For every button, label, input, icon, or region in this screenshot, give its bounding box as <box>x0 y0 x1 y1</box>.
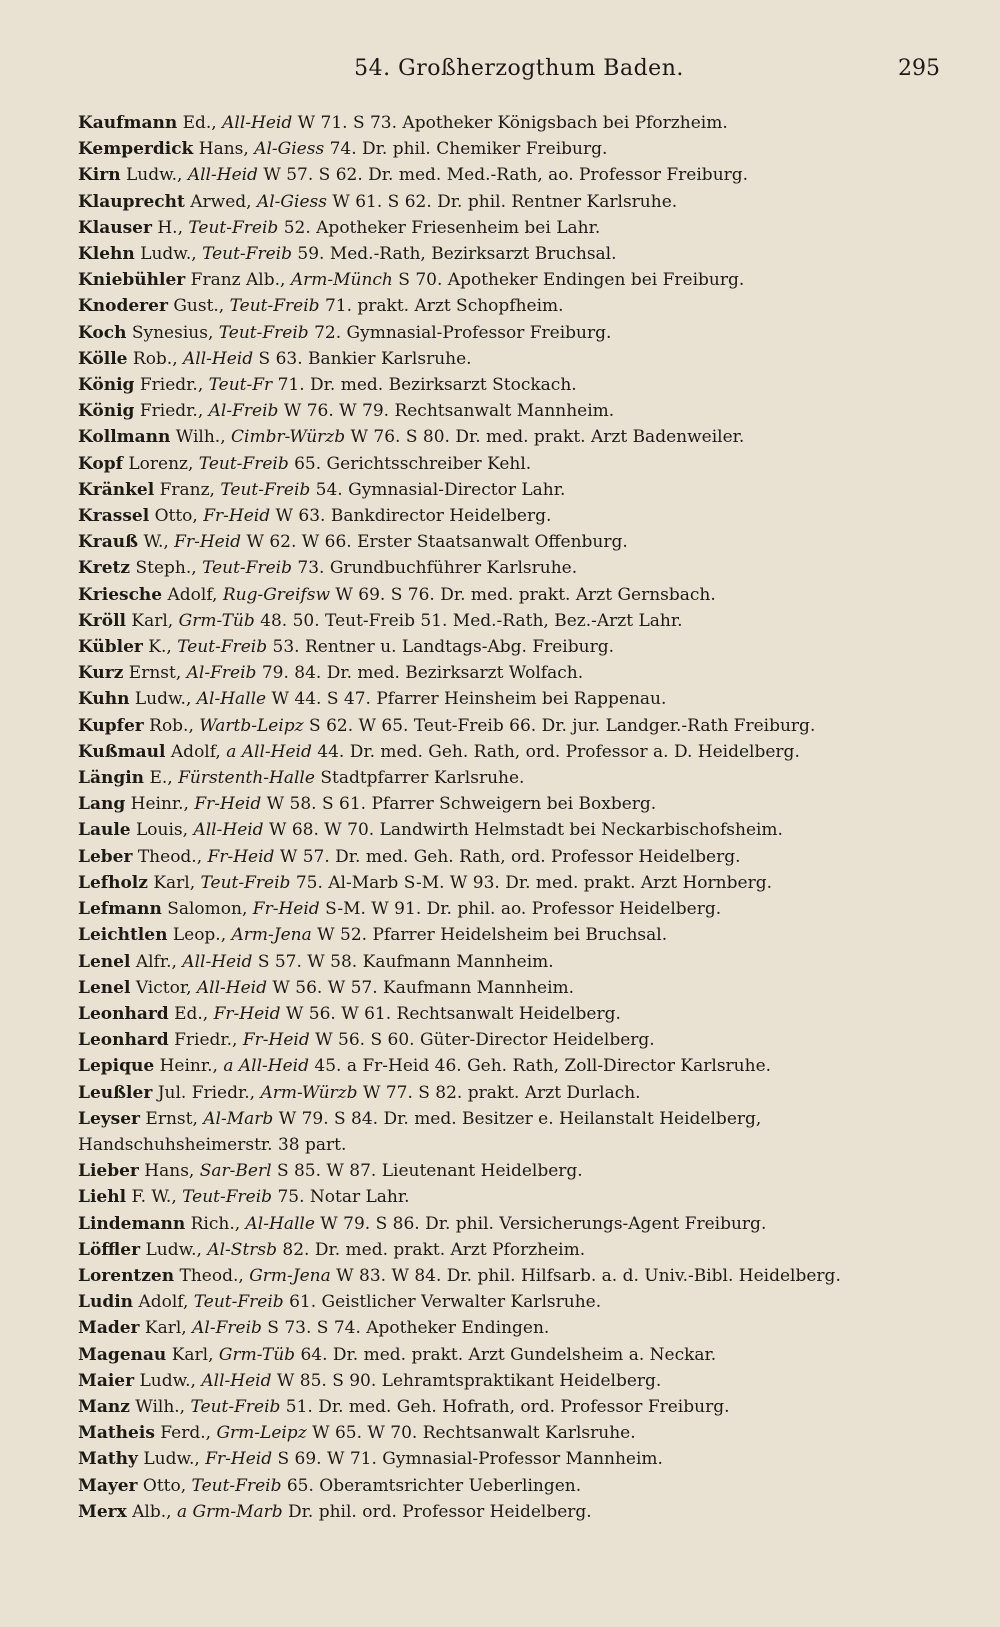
entry-fraternity-code: Fr-Heid <box>194 794 262 815</box>
entry-surname: Kränkel <box>78 479 155 500</box>
list-item <box>78 949 960 975</box>
list-item <box>78 1315 960 1341</box>
entry-details: 71. prakt. Arzt Schopfheim. <box>324 296 564 317</box>
entry-fraternity-code: Al-Freib <box>186 663 257 684</box>
entry-details: Dr. phil. ord. Professor Heidelberg. <box>288 1501 592 1522</box>
list-item <box>78 555 960 581</box>
entry-surname: Löffler <box>78 1239 141 1260</box>
entry-details: W 79. S 84. Dr. med. Besitzer e. Heilanstalt Heidelberg, Handschuhsheimerstr. 38 part. <box>78 1108 762 1155</box>
entry-details: W 61. S 62. Dr. phil. Rentner Karlsruhe. <box>332 191 678 212</box>
entry-fraternity-code: a Grm-Marb <box>176 1501 283 1522</box>
entry-fraternity-code: Arm-Jena <box>231 925 312 946</box>
entry-details: 52. Apotheker Friesenheim bei Lahr. <box>283 217 601 238</box>
entry-details: W 56. S 60. Güter-Director Heidelberg. <box>315 1030 655 1051</box>
entry-fraternity-code: Teut-Freib <box>182 1187 273 1208</box>
entry-given-name: Arwed, <box>190 191 252 212</box>
list-item <box>78 503 960 529</box>
entry-fraternity-code: Grm-Leipz <box>216 1423 307 1444</box>
entry-given-name: Friedr., <box>139 375 204 396</box>
entry-fraternity-code: All-Heid <box>222 113 293 133</box>
entry-given-name: Synesius, <box>131 322 214 343</box>
list-item <box>78 451 960 477</box>
entry-fraternity-code: Rug-Greifsw <box>222 584 330 605</box>
entry-surname: Matheis <box>78 1423 155 1444</box>
entry-details: W 56. W 57. Kaufmann Mannheim. <box>272 977 575 998</box>
entry-surname: König <box>78 401 135 422</box>
entry-surname: Krassel <box>78 506 150 527</box>
list-item <box>78 1080 960 1106</box>
list-item <box>78 346 960 372</box>
entry-given-name: Jul. Friedr., <box>157 1082 256 1103</box>
list-item <box>78 189 960 215</box>
entry-given-name: Theod., <box>179 1265 244 1286</box>
page-header <box>78 56 960 96</box>
list-item <box>78 293 960 319</box>
entry-fraternity-code: Teut-Freib <box>188 217 279 238</box>
list-item <box>78 215 960 241</box>
entry-fraternity-code: Teut-Freib <box>198 453 289 474</box>
entry-fraternity-code: Arm-Würzb <box>260 1082 358 1103</box>
entry-surname: Leonhard <box>78 1030 169 1051</box>
entry-details: W 62. W 66. Erster Staatsanwalt Offenburg. <box>246 532 628 553</box>
entry-fraternity-code: a All-Heid <box>223 1056 309 1077</box>
entry-details: 54. Gymnasial-Director Lahr. <box>315 479 566 500</box>
entry-fraternity-code: a All-Heid <box>226 741 312 762</box>
list-item <box>78 1289 960 1315</box>
entry-surname: König <box>78 375 135 396</box>
entry-details: 48. 50. Teut-Freib 51. Med.-Rath, Bez.-Arzt Lahr. <box>260 610 683 631</box>
entry-details: W 68. W 70. Landwirth Helmstadt bei Neckarbischofsheim. <box>268 820 783 841</box>
entry-details: W 56. W 61. Rechtsanwalt Heidelberg. <box>285 1003 621 1024</box>
entry-details: 53. Rentner u. Landtags-Abg. Freiburg. <box>272 637 614 658</box>
list-item <box>78 686 960 712</box>
entry-details: S 57. W 58. Kaufmann Mannheim. <box>257 951 554 972</box>
entry-surname: Kaufmann <box>78 113 178 133</box>
entry-given-name: Alfr., <box>135 951 177 972</box>
entry-given-name: Salomon, <box>167 899 248 920</box>
entry-surname: Leichtlen <box>78 925 168 946</box>
entry-details: W 57. Dr. med. Geh. Rath, ord. Professor Heidelberg. <box>279 846 741 867</box>
entry-details: W 44. S 47. Pfarrer Heinsheim bei Rappenau. <box>271 689 667 710</box>
entry-details: 65. Gerichtsschreiber Kehl. <box>294 453 532 474</box>
entry-given-name: Karl, <box>171 1344 214 1365</box>
entry-fraternity-code: Al-Giess <box>254 139 325 160</box>
entry-fraternity-code: Al-Halle <box>196 689 267 710</box>
list-item <box>78 1368 960 1394</box>
entry-fraternity-code: Grm-Tüb <box>218 1344 296 1365</box>
entry-surname: Kirn <box>78 165 121 186</box>
entry-given-name: Karl, <box>131 610 174 631</box>
entry-details: W 52. Pfarrer Heidelsheim bei Bruchsal. <box>317 925 668 946</box>
entry-details: 71. Dr. med. Bezirksarzt Stockach. <box>277 375 577 396</box>
entry-fraternity-code: Al-Halle <box>245 1213 315 1234</box>
entry-fraternity-code: Fr-Heid <box>242 1030 310 1051</box>
entry-given-name: Hans, <box>198 139 249 160</box>
entry-details: W 76. S 80. Dr. med. prakt. Arzt Badenweiler. <box>350 427 745 448</box>
entry-surname: Kollmann <box>78 427 171 448</box>
list-item <box>78 398 960 424</box>
entry-surname: Kretz <box>78 558 131 579</box>
entry-fraternity-code: Teut-Freib <box>191 1475 282 1496</box>
entry-given-name: Gust., <box>173 296 225 317</box>
entry-fraternity-code: Teut-Freib <box>229 296 320 317</box>
entry-given-name: Adolf, <box>167 584 218 605</box>
entry-fraternity-code: Teut-Freib <box>193 1292 284 1313</box>
entry-surname: Kemperdick <box>78 139 194 160</box>
entry-given-name: Adolf, <box>138 1292 189 1313</box>
list-item <box>78 1053 960 1079</box>
entry-given-name: Steph., <box>135 558 197 579</box>
entry-fraternity-code: Fr-Heid <box>252 899 320 920</box>
entry-surname: Kröll <box>78 610 126 631</box>
entry-surname: Kupfer <box>78 715 144 736</box>
list-item <box>78 136 960 162</box>
entry-fraternity-code: All-Heid <box>187 165 258 186</box>
entry-fraternity-code: All-Heid <box>182 951 253 972</box>
entry-details: W 77. S 82. prakt. Arzt Durlach. <box>362 1082 641 1103</box>
list-item <box>78 1027 960 1053</box>
entry-given-name: Victor, <box>135 977 192 998</box>
entry-fraternity-code: Fr-Heid <box>203 506 271 527</box>
entry-fraternity-code: Al-Marb <box>203 1108 274 1129</box>
entry-fraternity-code: Teut-Freib <box>177 637 268 658</box>
entry-given-name: Alb., <box>132 1501 172 1522</box>
entry-surname: Mathy <box>78 1449 138 1470</box>
member-list <box>78 110 960 1525</box>
entry-surname: Mader <box>78 1318 140 1339</box>
entry-surname: Kopf <box>78 453 123 474</box>
entry-surname: Knoderer <box>78 296 168 317</box>
entry-fraternity-code: All-Heid <box>201 1370 272 1391</box>
entry-fraternity-code: All-Heid <box>183 348 254 369</box>
entry-surname: Koch <box>78 322 127 343</box>
list-item <box>78 1420 960 1446</box>
entry-surname: Magenau <box>78 1344 167 1365</box>
entry-fraternity-code: Teut-Freib <box>220 479 311 500</box>
list-item <box>78 765 960 791</box>
entry-surname: Kuhn <box>78 689 130 710</box>
running-title: 54. Großherzogthum Baden. <box>354 56 684 81</box>
list-item <box>78 424 960 450</box>
entry-fraternity-code: Al-Strsb <box>207 1239 278 1260</box>
list-item <box>78 582 960 608</box>
entry-given-name: Ludw., <box>145 1239 202 1260</box>
entry-given-name: F. W., <box>131 1187 177 1208</box>
entry-given-name: Ludw., <box>140 244 197 265</box>
entry-fraternity-code: Grm-Tüb <box>178 610 255 631</box>
entry-details: W 85. S 90. Lehramtspraktikant Heidelberg. <box>276 1370 662 1391</box>
entry-surname: Kübler <box>78 637 143 658</box>
entry-surname: Leonhard <box>78 1003 169 1024</box>
list-item <box>78 1394 960 1420</box>
entry-given-name: Karl, <box>153 872 196 893</box>
entry-surname: Kriesche <box>78 584 163 605</box>
entry-details: W 76. W 79. Rechtsanwalt Mannheim. <box>283 401 615 422</box>
entry-given-name: Ludw., <box>143 1449 200 1470</box>
entry-surname: Lenel <box>78 977 131 998</box>
entry-given-name: Ed., <box>174 1003 209 1024</box>
entry-details: 74. Dr. phil. Chemiker Freiburg. <box>329 139 608 160</box>
entry-given-name: Adolf, <box>170 741 221 762</box>
entry-details: S-M. W 91. Dr. phil. ao. Professor Heidelberg. <box>325 899 722 920</box>
entry-surname: Kniebühler <box>78 270 186 291</box>
entry-details: 51. Dr. med. Geh. Hofrath, ord. Professor Freiburg. <box>285 1396 730 1417</box>
entry-details: W 69. S 76. Dr. med. prakt. Arzt Gernsbach. <box>335 584 716 605</box>
list-item <box>78 1473 960 1499</box>
entry-details: W 65. W 70. Rechtsanwalt Karlsruhe. <box>312 1423 636 1444</box>
list-item <box>78 870 960 896</box>
entry-details: 61. Geistlicher Verwalter Karlsruhe. <box>289 1292 602 1313</box>
list-item <box>78 1211 960 1237</box>
entry-details: W 79. S 86. Dr. phil. Versicherungs-Agent Freiburg. <box>320 1213 767 1234</box>
entry-fraternity-code: Teut-Freib <box>218 322 309 343</box>
list-item <box>78 634 960 660</box>
entry-details: S 70. Apotheker Endingen bei Freiburg. <box>398 270 745 291</box>
entry-surname: Kußmaul <box>78 741 166 762</box>
entry-surname: Leber <box>78 846 133 867</box>
list-item <box>78 1001 960 1027</box>
list-item <box>78 791 960 817</box>
entry-surname: Mayer <box>78 1475 138 1496</box>
entry-given-name: Rich., <box>190 1213 241 1234</box>
list-item <box>78 372 960 398</box>
entry-given-name: H., <box>157 217 183 238</box>
entry-given-name: Friedr., <box>174 1030 238 1051</box>
entry-surname: Klauser <box>78 217 152 238</box>
list-item <box>78 1263 960 1289</box>
list-item <box>78 608 960 634</box>
entry-surname: Lindemann <box>78 1213 186 1234</box>
entry-surname: Leußler <box>78 1082 153 1103</box>
entry-details: W 63. Bankdirector Heidelberg. <box>275 506 552 527</box>
entry-given-name: Hans, <box>144 1161 195 1182</box>
list-item <box>78 844 960 870</box>
list-item <box>78 241 960 267</box>
entry-given-name: Ludw., <box>125 165 183 186</box>
list-item <box>78 896 960 922</box>
list-item <box>78 739 960 765</box>
entry-fraternity-code: Sar-Berl <box>199 1161 272 1182</box>
entry-details: Stadtpfarrer Karlsruhe. <box>320 768 525 789</box>
list-item <box>78 477 960 503</box>
entry-fraternity-code: Fürstenth-Halle <box>178 768 315 789</box>
entry-fraternity-code: All-Heid <box>196 977 267 998</box>
entry-details: 64. Dr. med. prakt. Arzt Gundelsheim a. Neckar. <box>300 1344 717 1365</box>
list-item <box>78 1106 938 1158</box>
entry-given-name: Theod., <box>137 846 203 867</box>
entry-fraternity-code: Teut-Fr <box>208 375 273 396</box>
entry-fraternity-code: Al-Giess <box>256 191 327 212</box>
entry-details: 73. Grundbuchführer Karlsruhe. <box>297 558 578 579</box>
entry-fraternity-code: Fr-Heid <box>205 1449 273 1470</box>
entry-given-name: W., <box>143 532 169 553</box>
entry-given-name: Franz Alb., <box>190 270 286 291</box>
entry-details: S 69. W 71. Gymnasial-Professor Mannheim. <box>277 1449 663 1470</box>
entry-fraternity-code: Teut-Freib <box>190 1396 281 1417</box>
list-item <box>78 320 960 346</box>
list-item <box>78 1342 960 1368</box>
entry-surname: Krauß <box>78 532 139 553</box>
entry-surname: Klauprecht <box>78 191 185 212</box>
list-item <box>78 922 960 948</box>
entry-details: W 83. W 84. Dr. phil. Hilfsarb. a. d. Univ.-Bibl. Heidelberg. <box>336 1265 841 1286</box>
entry-details: 72. Gymnasial-Professor Freiburg. <box>314 322 612 343</box>
entry-given-name: Louis, <box>136 820 189 841</box>
entry-surname: Maier <box>78 1370 135 1391</box>
entry-given-name: Leop., <box>172 925 227 946</box>
entry-fraternity-code: Fr-Heid <box>213 1003 281 1024</box>
entry-surname: Lepique <box>78 1056 155 1077</box>
entry-details: 75. Al-Marb S-M. W 93. Dr. med. prakt. Arzt Hornberg. <box>295 872 772 893</box>
entry-details: S 73. S 74. Apotheker Endingen. <box>267 1318 550 1339</box>
entry-given-name: Karl, <box>144 1318 187 1339</box>
entry-surname: Lenel <box>78 951 131 972</box>
list-item <box>78 1184 960 1210</box>
list-item <box>78 1237 960 1263</box>
entry-given-name: Otto, <box>142 1475 187 1496</box>
entry-details: 75. Notar Lahr. <box>277 1187 410 1208</box>
list-item <box>78 1158 960 1184</box>
entry-surname: Längin <box>78 768 145 789</box>
entry-details: 82. Dr. med. prakt. Arzt Pforzheim. <box>282 1239 586 1260</box>
list-item <box>78 1446 960 1472</box>
page-number: 295 <box>898 56 940 81</box>
entry-surname: Kurz <box>78 663 124 684</box>
entry-details: W 58. S 61. Pfarrer Schweigern bei Boxberg. <box>266 794 657 815</box>
list-item <box>78 660 960 686</box>
entry-given-name: Ed., <box>182 113 217 133</box>
entry-given-name: Ludw., <box>134 689 192 710</box>
entry-details: 44. Dr. med. Geh. Rath, ord. Professor a. D. Heidelberg. <box>317 741 800 762</box>
entry-given-name: Ludw., <box>139 1370 196 1391</box>
list-item <box>78 110 960 136</box>
entry-given-name: Otto, <box>154 506 198 527</box>
entry-surname: Ludin <box>78 1292 134 1313</box>
entry-surname: Manz <box>78 1396 130 1417</box>
list-item <box>78 817 960 843</box>
entry-details: S 62. W 65. Teut-Freib 66. Dr. jur. Landger.-Rath Freiburg. <box>309 715 816 736</box>
entry-surname: Lorentzen <box>78 1265 175 1286</box>
list-item <box>78 1499 960 1525</box>
entry-given-name: Friedr., <box>139 401 204 422</box>
entry-surname: Lefmann <box>78 899 162 920</box>
entry-surname: Merx <box>78 1501 127 1522</box>
entry-fraternity-code: Arm-Münch <box>290 270 393 291</box>
entry-details: 59. Med.-Rath, Bezirksarzt Bruchsal. <box>297 244 617 265</box>
list-item <box>78 162 960 188</box>
entry-fraternity-code: Grm-Jena <box>249 1265 331 1286</box>
entry-details: 65. Oberamtsrichter Ueberlingen. <box>286 1475 582 1496</box>
entry-details: 45. a Fr-Heid 46. Geh. Rath, Zoll-Director Karlsruhe. <box>314 1056 772 1077</box>
entry-given-name: Ferd., <box>160 1423 212 1444</box>
entry-fraternity-code: Cimbr-Würzb <box>231 427 346 448</box>
entry-surname: Liehl <box>78 1187 127 1208</box>
entry-surname: Kölle <box>78 348 128 369</box>
entry-details: W 71. S 73. Apotheker Königsbach bei Pforzheim. <box>297 113 728 133</box>
entry-fraternity-code: All-Heid <box>193 820 264 841</box>
entry-given-name: Franz, <box>159 479 215 500</box>
entry-surname: Klehn <box>78 244 135 265</box>
entry-given-name: E., <box>149 768 173 789</box>
entry-surname: Laule <box>78 820 131 841</box>
entry-surname: Leyser <box>78 1108 140 1129</box>
entry-fraternity-code: Fr-Heid <box>207 846 275 867</box>
list-item <box>78 713 960 739</box>
entry-fraternity-code: Wartb-Leipz <box>199 715 304 736</box>
entry-fraternity-code: Al-Freib <box>192 1318 262 1339</box>
entry-details: 79. 84. Dr. med. Bezirksarzt Wolfach. <box>261 663 584 684</box>
entry-details: S 85. W 87. Lieutenant Heidelberg. <box>276 1161 583 1182</box>
entry-fraternity-code: Al-Freib <box>208 401 279 422</box>
entry-fraternity-code: Teut-Freib <box>200 872 291 893</box>
list-item <box>78 267 960 293</box>
entry-given-name: Lorenz, <box>128 453 194 474</box>
entry-given-name: Ernst, <box>128 663 182 684</box>
entry-details: S 63. Bankier Karlsruhe. <box>258 348 472 369</box>
entry-fraternity-code: Teut-Freib <box>202 558 292 579</box>
entry-given-name: Wilh., <box>175 427 226 448</box>
entry-fraternity-code: Fr-Heid <box>174 532 242 553</box>
entry-surname: Lefholz <box>78 872 148 893</box>
list-item <box>78 529 960 555</box>
entry-given-name: Wilh., <box>135 1396 186 1417</box>
entry-given-name: Heinr., <box>130 794 189 815</box>
entry-given-name: Rob., <box>132 348 178 369</box>
list-item <box>78 975 960 1001</box>
entry-given-name: K., <box>148 637 172 658</box>
entry-details: W 57. S 62. Dr. med. Med.-Rath, ao. Professor Freiburg. <box>263 165 749 186</box>
entry-given-name: Rob., <box>149 715 194 736</box>
entry-surname: Lieber <box>78 1161 139 1182</box>
entry-surname: Lang <box>78 794 126 815</box>
entry-given-name: Heinr., <box>159 1056 218 1077</box>
entry-fraternity-code: Teut-Freib <box>202 244 292 265</box>
entry-given-name: Ernst, <box>145 1108 198 1129</box>
